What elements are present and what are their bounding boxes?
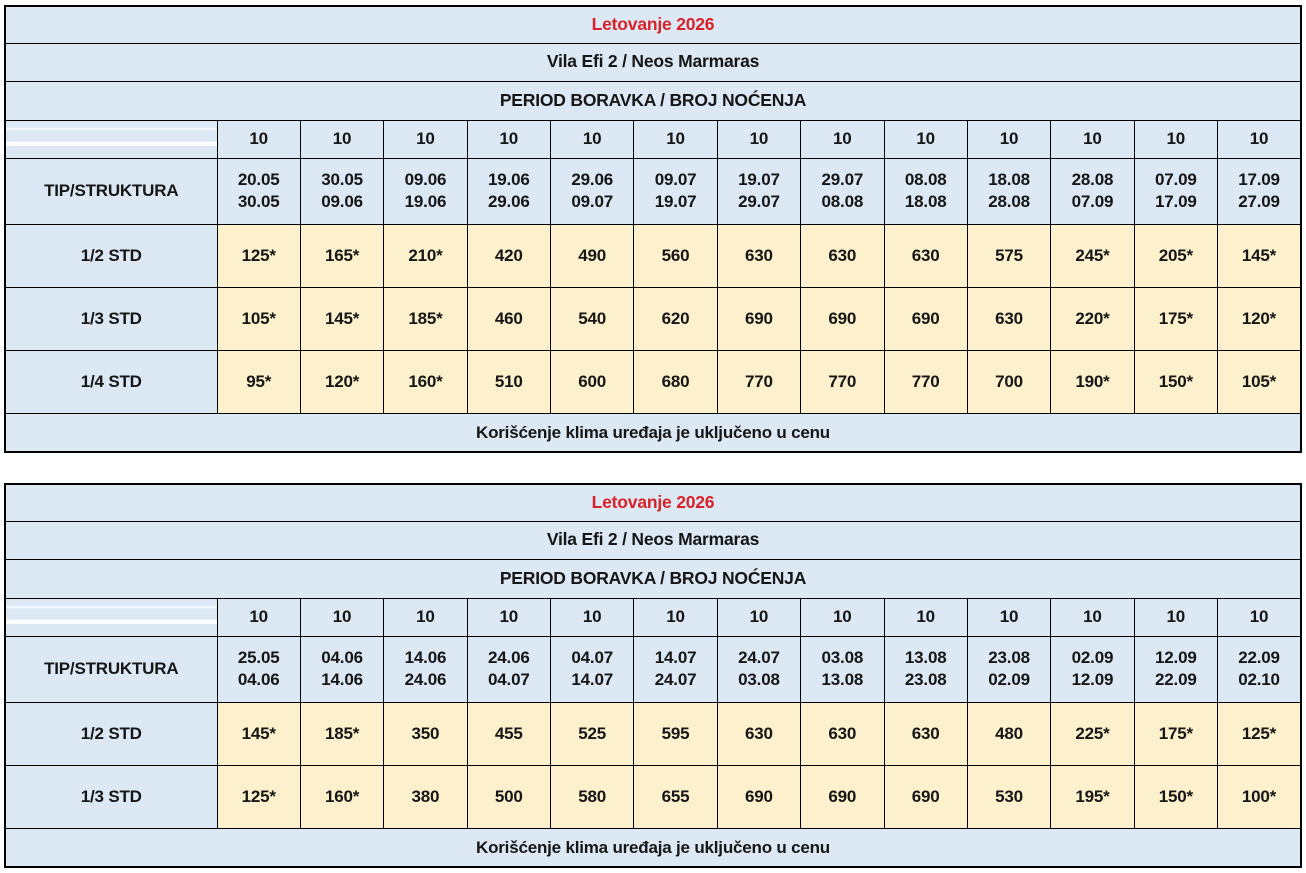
price-cell: 350 [384,702,467,765]
price-cell: 150* [1134,765,1217,828]
period-cell [1134,636,1217,702]
nights-row [5,120,1301,158]
period-from: 04.07 [571,648,613,667]
period-from: 24.06 [488,648,530,667]
period-from: 29.07 [821,170,864,189]
period-from: 07.09 [1155,170,1197,189]
price-cell: 225* [1051,702,1134,765]
price-cell: 95* [217,350,300,413]
period-header-row [5,559,1301,598]
nights-cell: 10 [634,120,717,158]
price-cell: 480 [967,702,1050,765]
price-cell: 420 [467,224,550,287]
price-row [5,702,1301,765]
period-from: 24.07 [738,648,780,667]
period-from: 14.06 [404,648,447,667]
nights-cell: 10 [1134,120,1217,158]
period-from: 18.08 [988,170,1030,189]
price-cell: 175* [1134,702,1217,765]
period-cell [1051,636,1134,702]
price-cell: 510 [467,350,550,413]
price-cell: 580 [551,765,634,828]
tip-struktura-label: TIP/STRUKTURA [5,636,217,702]
row-type-label: 1/2 STD [5,702,217,765]
footer-row [5,413,1301,452]
period-cell [384,158,467,224]
price-cell: 770 [801,350,884,413]
row-type-label: 1/2 STD [5,224,217,287]
period-to: 23.08 [904,670,947,689]
period-from: 02.09 [1071,648,1114,667]
period-to: 14.07 [571,670,613,689]
price-table-1 [4,5,1302,453]
price-cell: 220* [1051,287,1134,350]
period-cell [717,636,800,702]
period-from: 19.07 [738,170,780,189]
price-cell: 620 [634,287,717,350]
period-from: 09.07 [654,170,697,189]
price-cell: 165* [300,224,383,287]
price-cell: 770 [717,350,800,413]
price-cell: 690 [717,765,800,828]
nights-cell: 10 [467,598,550,636]
price-cell: 690 [801,765,884,828]
price-cell: 630 [717,224,800,287]
price-cell: 145* [300,287,383,350]
period-from: 14.07 [654,648,697,667]
price-cell: 540 [551,287,634,350]
nights-cell: 10 [217,598,300,636]
price-cell: 100* [1218,765,1302,828]
row-type-label: 1/4 STD [5,350,217,413]
nights-cell: 10 [801,598,884,636]
period-cell [217,636,300,702]
price-cell: 770 [884,350,967,413]
price-cell: 210* [384,224,467,287]
period-from: 30.05 [321,170,363,189]
nights-cell: 10 [1218,120,1302,158]
nights-cell: 10 [384,120,467,158]
price-cell: 595 [634,702,717,765]
nights-cell: 10 [551,120,634,158]
nights-cell: 10 [300,120,383,158]
period-to: 29.07 [738,192,780,211]
period-cell [467,158,550,224]
table-title: Letovanje 2026 [5,484,1301,521]
nights-cell: 10 [1218,598,1302,636]
period-cell [717,158,800,224]
period-cell [801,636,884,702]
table-title: Letovanje 2026 [5,6,1301,43]
period-cell [634,158,717,224]
price-rows-body [5,702,1301,828]
period-to: 02.10 [1238,670,1280,689]
price-cell: 150* [1134,350,1217,413]
nights-cell: 10 [300,598,383,636]
price-cell: 455 [467,702,550,765]
period-cell [1134,158,1217,224]
period-cell [1218,158,1302,224]
period-to: 07.09 [1071,192,1114,211]
price-row [5,287,1301,350]
period-cell [1218,636,1302,702]
price-cell: 125* [1218,702,1302,765]
period-to: 04.07 [488,670,530,689]
period-cell [634,636,717,702]
price-cell: 490 [551,224,634,287]
title-row [5,484,1301,521]
period-from: 17.09 [1238,170,1280,189]
price-cell: 700 [967,350,1050,413]
price-cell: 160* [300,765,383,828]
nights-cell: 10 [634,598,717,636]
price-rows-body [5,224,1301,413]
period-cell [967,636,1050,702]
period-to: 17.09 [1155,192,1197,211]
period-cell [884,158,967,224]
nights-cell: 10 [551,598,634,636]
price-cell: 125* [217,224,300,287]
nights-cell: 10 [801,120,884,158]
period-from: 08.08 [904,170,947,189]
price-cell: 530 [967,765,1050,828]
price-row [5,350,1301,413]
period-cell [801,158,884,224]
period-to: 14.06 [321,670,363,689]
price-cell: 380 [384,765,467,828]
footer-row [5,828,1301,867]
nights-cell: 10 [884,598,967,636]
period-from: 25.05 [237,648,280,667]
period-from: 23.08 [988,648,1030,667]
period-to: 22.09 [1155,670,1197,689]
period-to: 18.08 [904,192,947,211]
price-cell: 105* [217,287,300,350]
period-to: 09.06 [321,192,363,211]
period-cell [217,158,300,224]
price-cell: 460 [467,287,550,350]
price-cell: 185* [384,287,467,350]
period-from: 20.05 [237,170,280,189]
price-row [5,224,1301,287]
table-footer: Korišćenje klima uređaja je uključeno u cenu [5,413,1301,452]
period-to: 29.06 [488,192,530,211]
period-from: 22.09 [1238,648,1280,667]
nights-cell: 10 [384,598,467,636]
period-to: 19.07 [654,192,697,211]
price-cell: 655 [634,765,717,828]
price-cell: 120* [300,350,383,413]
period-cell [967,158,1050,224]
price-cell: 575 [967,224,1050,287]
nights-row [5,598,1301,636]
price-cell: 525 [551,702,634,765]
period-from: 03.08 [821,648,864,667]
period-to: 27.09 [1238,192,1280,211]
price-cell: 145* [217,702,300,765]
period-from: 29.06 [571,170,613,189]
nights-cell: 10 [717,598,800,636]
price-cell: 245* [1051,224,1134,287]
price-cell: 630 [884,702,967,765]
price-cell: 120* [1218,287,1302,350]
nights-row-spacer [5,598,217,636]
subtitle-row [5,43,1301,81]
row-type-label: 1/3 STD [5,765,217,828]
nights-cell: 10 [967,598,1050,636]
price-row [5,765,1301,828]
period-cell [551,636,634,702]
tip-struktura-label: TIP/STRUKTURA [5,158,217,224]
period-cell [300,158,383,224]
period-cell [300,636,383,702]
period-header-row [5,81,1301,120]
price-cell: 105* [1218,350,1302,413]
period-to: 03.08 [738,670,780,689]
nights-cell: 10 [1051,598,1134,636]
price-cell: 680 [634,350,717,413]
period-to: 12.09 [1071,670,1114,689]
period-to: 30.05 [237,192,280,211]
period-to: 24.07 [654,670,697,689]
price-cell: 125* [217,765,300,828]
nights-cell: 10 [1134,598,1217,636]
price-cell: 630 [884,224,967,287]
table-subtitle: Vila Efi 2 / Neos Marmaras [5,521,1301,559]
period-from: 12.09 [1155,648,1197,667]
period-header: PERIOD BORAVKA / BROJ NOĆENJA [5,559,1301,598]
period-cell [1051,158,1134,224]
price-cell: 690 [717,287,800,350]
period-from: 28.08 [1071,170,1114,189]
nights-cell: 10 [717,120,800,158]
nights-cell: 10 [1051,120,1134,158]
period-from: 09.06 [404,170,447,189]
price-cell: 690 [884,287,967,350]
dates-row [5,636,1301,702]
period-to: 08.08 [821,192,864,211]
price-cell: 500 [467,765,550,828]
period-to: 24.06 [404,670,447,689]
dates-row [5,158,1301,224]
price-cell: 560 [634,224,717,287]
period-to: 09.07 [571,192,613,211]
price-table-2 [4,483,1302,868]
period-cell [467,636,550,702]
period-from: 13.08 [904,648,947,667]
period-cell [884,636,967,702]
nights-cell: 10 [967,120,1050,158]
period-from: 19.06 [488,170,530,189]
period-from: 04.06 [321,648,363,667]
period-to: 02.09 [988,670,1030,689]
period-to: 19.06 [404,192,447,211]
period-to: 13.08 [821,670,864,689]
price-cell: 630 [801,224,884,287]
nights-cell: 10 [467,120,550,158]
price-cell: 690 [801,287,884,350]
subtitle-row [5,521,1301,559]
title-row [5,6,1301,43]
nights-cell: 10 [217,120,300,158]
price-cell: 160* [384,350,467,413]
price-cell: 630 [801,702,884,765]
price-cell: 205* [1134,224,1217,287]
period-to: 04.06 [237,670,280,689]
nights-row-spacer [5,120,217,158]
price-cell: 175* [1134,287,1217,350]
price-cell: 630 [967,287,1050,350]
price-cell: 145* [1218,224,1302,287]
period-cell [551,158,634,224]
row-type-label: 1/3 STD [5,287,217,350]
period-to: 28.08 [988,192,1030,211]
table-subtitle: Vila Efi 2 / Neos Marmaras [5,43,1301,81]
price-cell: 630 [717,702,800,765]
price-cell: 185* [300,702,383,765]
price-cell: 690 [884,765,967,828]
period-header: PERIOD BORAVKA / BROJ NOĆENJA [5,81,1301,120]
table-footer: Korišćenje klima uređaja je uključeno u cenu [5,828,1301,867]
price-cell: 600 [551,350,634,413]
price-cell: 190* [1051,350,1134,413]
period-cell [384,636,467,702]
nights-cell: 10 [884,120,967,158]
price-cell: 195* [1051,765,1134,828]
